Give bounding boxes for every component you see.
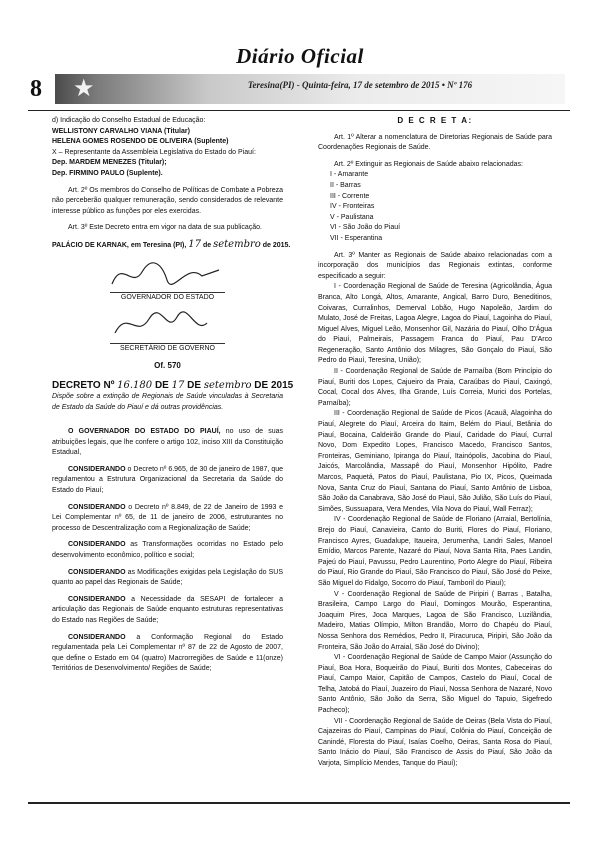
regional-5: V - Coordenação Regional de Saúde de Piripiri ( Barras , Batalha, Brasileira, Campo Largo do Piauí, Domingos Mourão, Esperantina, Joaquim Pires, Joca Marques, Lagoa de São Francisco, Luzilândia, Madeiro, Matias Olímpio, Milton Brandão, Morro do Chapéu do Piauí, Nossa Senhora dos Remédios, Pedro II, Piracuruca, Piripiri, São João da Fronteira, São João do Arraial, São José do Divino); bbox=[318, 590, 552, 651]
regional-3: III - Coordenação Regional de Saúde de Picos (Acauã, Alagoinha do Piauí, Alegrete do Piauí, Arceira do Itaim, Belém do Piauí, Betânia do Piauí, Bocaina, Caldeirão Grande do Piauí, Caridade do Piauí, Curral Novo, Dom Expedito Lopes, Francisco Macedo, Francisco Santos, Fronteiras, Geminiano, Ipiranga do Piauí, Itainópolis, Jacobina do Piauí, Jaicós, Marcolândia, Massapê do Piauí, Monsenhor Hipólito, Padre Marcos, Paquetá, Patos do Piauí, Paulistana, Pio IX, Picos, Queimada Nova, Santa Cruz do Piauí, Santana do Piauí, Santo Antônio de Lisboa, São João da Canabrava, São José do Piauí, São Julião, São Luís do Piauí, Simões, Sussuapara, Vera Mendes, Vila Nova do Piauí, Wall Ferraz); bbox=[318, 410, 552, 513]
left-column bbox=[52, 116, 294, 675]
considerando-text: a Conformação Regional do Estado regulamentada pela Lei Complementar nº 87 de 22 de Agosto de 2007, que define o Estado em 04 (quatro) Macrorregiões de Saúde e 11(onze) Territórios de Desenvolvimento/ Regiões de Saúde; bbox=[52, 633, 283, 673]
list-item: I - Amarante bbox=[330, 171, 369, 179]
considerando-label: CONSIDERANDO bbox=[68, 633, 126, 641]
paragraph: HELENA GOMES ROSENDO DE OLIVEIRA (Suplente) bbox=[52, 138, 229, 146]
header-band bbox=[55, 74, 565, 104]
palacio-text: PALÁCIO DE KARNAK, em Teresina (PI), bbox=[52, 241, 187, 249]
list-item: III - Corrente bbox=[330, 192, 370, 200]
regional-7: VII - Coordenação Regional de Saúde de Oeiras (Bela Vista do Piauí, Cajazeiras do Piauí, Campinas do Piauí, Colônia do Piauí, Conceição de Canindé, Floresta do Piauí, Isaías Coelho, Oeiras, Santa Rosa do Piauí, Santo Inácio do Piauí, São Francisco de Assis do Piauí, São João da Varjota, Simplício Mendes, Tanque do Piauí); bbox=[318, 717, 552, 768]
list-item: IV - Fronteiras bbox=[330, 203, 375, 211]
considerando-3 bbox=[52, 540, 283, 561]
decree-number-line bbox=[52, 380, 294, 392]
article-3: Art. 3º Manter as Regionais de Saúde abaixo relacionadas com a incorporação dos municípios das Regionais extintas, conforme especificado a seguir: bbox=[318, 251, 552, 280]
list-item: II - Barras bbox=[330, 181, 361, 189]
star-icon: ★ bbox=[73, 75, 95, 102]
footer-rule bbox=[28, 802, 570, 804]
secretary-signature bbox=[52, 303, 283, 343]
handwritten-month: setembro bbox=[203, 380, 252, 392]
article-2: Art. 2º Os membros do Conselho de Políticas de Combate a Pobreza não perceberão qualquer remuneração, sendo considerados de relevante interesse público as funções por eles exercidas. bbox=[52, 186, 283, 215]
handwritten-month: setembro bbox=[213, 238, 261, 250]
regional-6: VI - Coordenação Regional de Saúde de Campo Maior (Assunção do Piauí, Boa Hora, Boqueirão do Piauí, Buriti dos Montes, Cabeceiras do Piauí, Campo Maior, Capitão de Campos, Castelo do Piauí, Cocal de Telha, Jatobá do Piauí, Juazeiro do Piauí, Nossa Senhora de Nazaré, Novo Santo Antônio, São João da Serra, São Miguel do Tapuio, Sigefredo Pacheco); bbox=[318, 654, 552, 715]
palacio-de: de bbox=[202, 241, 212, 249]
considerando-text: as Transformações ocorridas no Estado pelo desenvolvimento econômico, político e social; bbox=[52, 541, 283, 560]
considerando-text: a Necessidade da SESAPI de fortalecer a articulação das Regionais de Saúde enquanto estruturas representativas do Estado nas Regiões de Saúde; bbox=[52, 595, 283, 624]
decreta-heading: D E C R E T A: bbox=[397, 116, 473, 125]
considerando-label: CONSIDERANDO bbox=[68, 541, 126, 549]
office-number: Of. 570 bbox=[154, 360, 181, 370]
palacio-line bbox=[52, 238, 291, 252]
newspaper-title: Diário Oficial bbox=[236, 44, 364, 68]
considerando-label: CONSIDERANDO bbox=[68, 595, 126, 603]
ementa: Dispõe sobre a extinção de Regionais de Saúde vinculadas à Secretaria de Estado da Saúde do Piauí e dá outras providências. bbox=[52, 392, 283, 411]
decree-label: DECRETO Nº bbox=[52, 380, 115, 392]
handwritten-number: 16.180 bbox=[117, 380, 153, 392]
considerando-6 bbox=[52, 633, 283, 675]
considerando-1 bbox=[52, 465, 283, 497]
paragraph: WELLISTONY CARVALHO VIANA (Titular) bbox=[52, 127, 190, 135]
handwritten-day: 17 bbox=[171, 380, 185, 392]
considerando-text: o Decreto nº 6.965, de 30 de janeiro de 1987, que regulamentou a Estrutura Organizacional da Secretaria da Saúde do Estado do Piauí; bbox=[52, 465, 283, 495]
considerando-2 bbox=[52, 503, 283, 535]
governor-intro-bold: O GOVERNADOR DO ESTADO DO PIAUÍ, bbox=[68, 428, 221, 436]
considerando-5 bbox=[52, 595, 283, 627]
governor-intro bbox=[52, 427, 283, 459]
paragraph: Dep. FIRMINO PAULO (Suplente). bbox=[52, 169, 163, 177]
page-number: 8 bbox=[30, 76, 42, 102]
governor-signature bbox=[52, 252, 283, 292]
considerando-text: as Modificações exigidas pela Legislação do SUS quanto ao papel das Regionais de Saúde; bbox=[52, 568, 283, 587]
right-column bbox=[318, 116, 552, 770]
decree-de: DE bbox=[187, 380, 202, 392]
considerando-4 bbox=[52, 568, 283, 589]
governor-label: GOVERNADOR DO ESTADO bbox=[120, 293, 215, 301]
considerando-label: CONSIDERANDO bbox=[68, 503, 126, 511]
palacio-year: de 2015. bbox=[262, 241, 291, 249]
article-3: Art. 3º Este Decreto entra em vigor na data de sua publicação. bbox=[68, 224, 262, 232]
issue-line: Teresina(PI) - Quinta-feira, 17 de setembro de 2015 • Nº 176 bbox=[247, 80, 473, 90]
list-item: VI - São João do Piauí bbox=[330, 224, 401, 232]
governor-intro-text: no uso de suas atribuições legais, que lhe confere o artigo 102, inciso XIII da Constituição Estadual, bbox=[52, 428, 283, 457]
decree-de: DE bbox=[154, 380, 169, 392]
handwritten-day: 17 bbox=[188, 238, 202, 250]
regional-4: IV - Coordenação Regional de Saúde de Floriano (Arraial, Bertolínia, Brejo do Piauí, Canavieira, Canto do Buriti, Flores do Piauí, Floriano, Francisco Ayres, Guadalupe, Itaueira, Jerumenha, Landri Sales, Manoel Emídio, Marcos Parente, Nazaré do Piauí, Nova Santa Rita, Paes Landin, Pajeú do Piauí, Pavussu, Pedro Laurentino, Porto Alegre do Piauí, Ribeira do Piauí, Rio Grande do Piauí, São Francisco do Piauí, São José do Peixe, São Miguel do Fidalgo, Socorro do Piauí, Tamboril do Piauí); bbox=[318, 516, 552, 587]
extinct-list bbox=[330, 170, 552, 244]
paragraph: Dep. MARDEM MENEZES (Titular); bbox=[52, 159, 167, 167]
paragraph: d) Indicação do Conselho Estadual de Educação: bbox=[52, 117, 206, 124]
secretary-label: SECRETÁRIO DE GOVERNO bbox=[120, 345, 215, 353]
decree-year: DE 2015 bbox=[254, 380, 294, 392]
list-item: VII - Esperantina bbox=[330, 234, 383, 242]
regional-1: I - Coordenação Regional de Saúde de Teresina (Agricolândia, Água Branca, Alto Longá, Altos, Amarante, Angical, Barro Duro, Beneditinos, Coivaras, Curralinhos, Demerval Lobão, Hugo Napoleão, Jardim do Mulato, José de Freitas, Lagoa Alegre, Lagoa do Piauí, Lagoinha do Piauí, Miguel Alves, Miguel Leão, Monsenhor Gil, Nazária do Piauí, Olho D'Água do Piauí, Palmeirais, Passagem Franca do Piauí, Pau D'Arco Regeneração, Santo Antônio dos Milagres, São Gonçalo do Piauí, São Pedro do Piauí, Teresina, União); bbox=[318, 283, 552, 365]
paragraph: X – Representante da Assembleia Legislativa do Estado do Piauí: bbox=[52, 148, 256, 156]
regional-2: II - Coordenação Regional de Saúde de Parnaíba (Bom Princípio do Piauí, Buriti dos Lopes, Cajueiro da Praia, Caraúbas do Piauí, Caxingó, Cocal, Cocal dos Alves, Ilha Grande, Luís Correia, Murici dos Portelas, Parnaíba); bbox=[318, 368, 552, 407]
considerando-label: CONSIDERANDO bbox=[68, 568, 126, 576]
considerando-text: o Decreto nº 8.849, de 22 de Janeiro de 1993 e Lei Complementar nº 65, de 11 de janeiro de 2006, estruturantes no processo de Descentralização com a Regionalização de Saúde; bbox=[52, 503, 283, 532]
article-2: Art. 2º Extinguir as Regionais de Saúde abaixo relacionadas: bbox=[334, 160, 523, 168]
list-item: V - Paulistana bbox=[330, 213, 374, 221]
considerando-label: CONSIDERANDO bbox=[68, 465, 126, 473]
article-1: Art. 1º Alterar a nomenclatura de Diretorias Regionais de Saúde para Coordenações Regionais de Saúde. bbox=[318, 133, 552, 152]
header-rule bbox=[28, 110, 570, 111]
